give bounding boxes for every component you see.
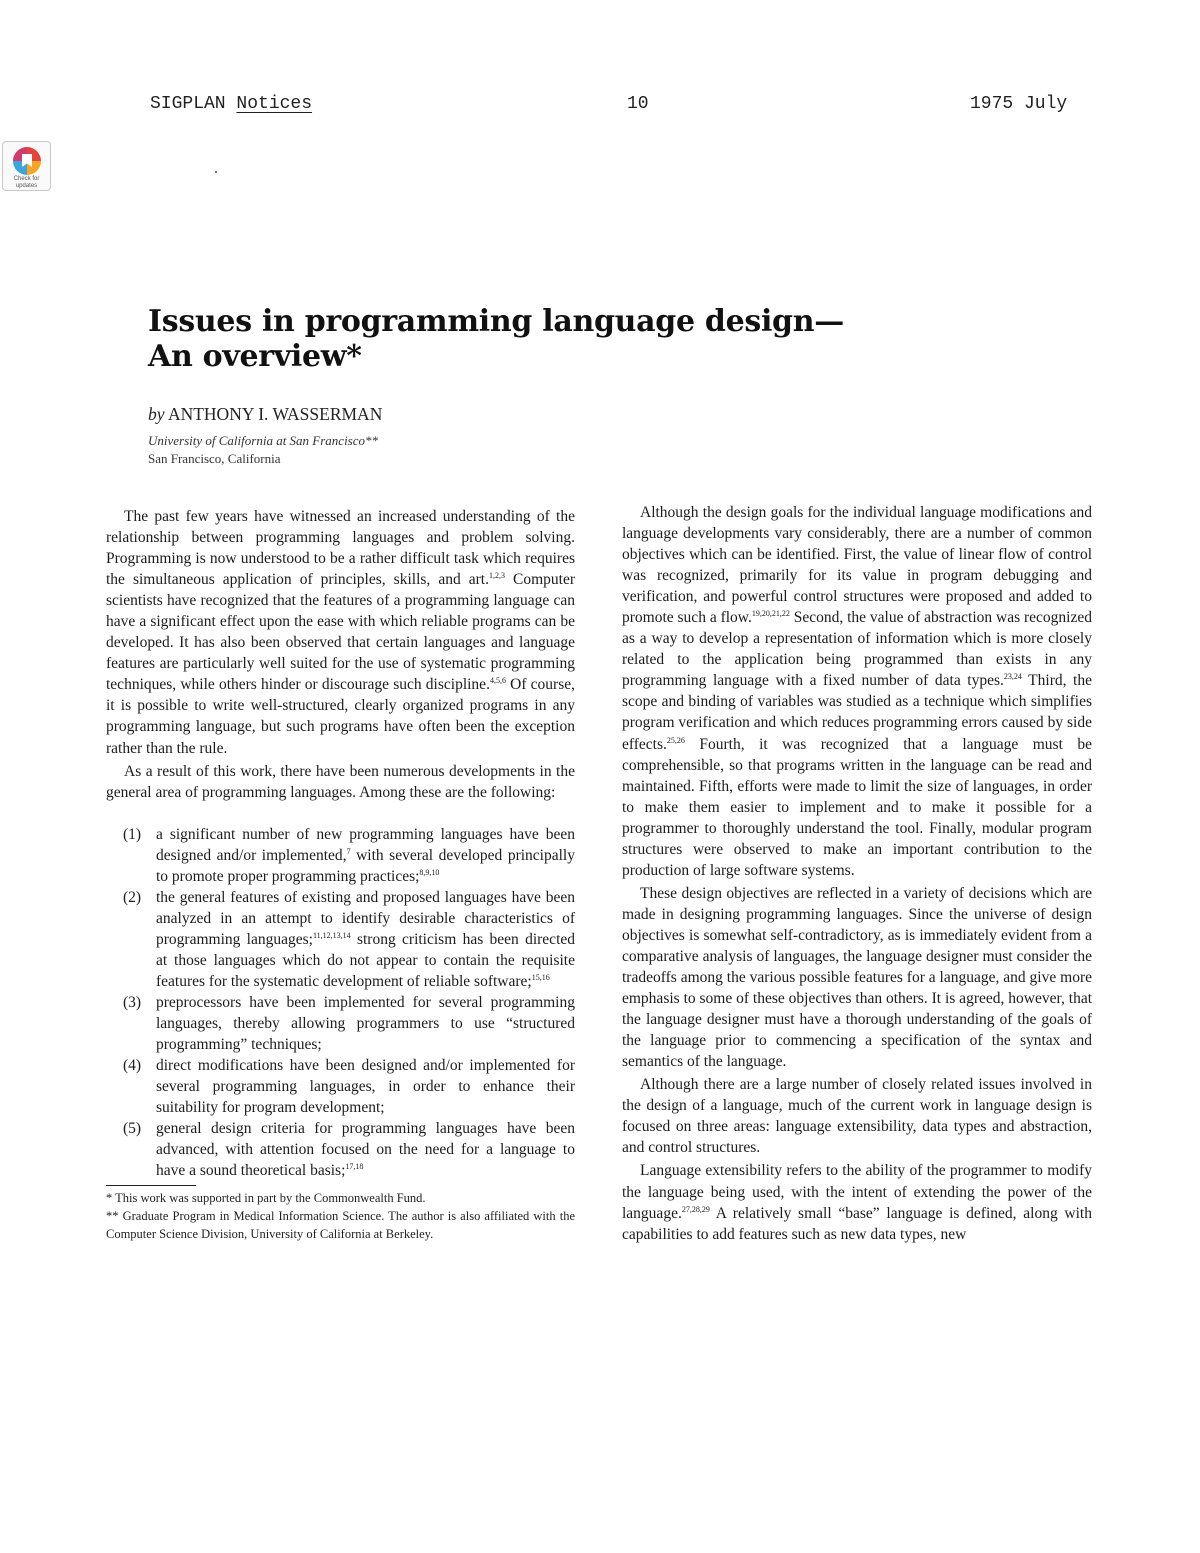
footnote-rule: [106, 1185, 196, 1186]
reference-superscript: 25,26: [666, 735, 685, 745]
issue-date: 1975 July: [970, 94, 1068, 114]
reference-superscript: 27,28,29: [681, 1204, 710, 1214]
badge-label-line2: updates: [15, 183, 38, 189]
journal-name-part2: Notices: [236, 94, 313, 114]
developments-list: [106, 824, 575, 1182]
text-run: preprocessors have been implemented for several programming languages, thereby allowing programmers to use “structured programming” techniques;: [156, 994, 575, 1054]
body-paragraph-3: Although there are a large number of closely related issues involved in the design of a language, much of the current work in language design is focused on three areas: language extensibility, data types and abstraction, and control structures.: [622, 1076, 1092, 1157]
reference-superscript: 17,18: [345, 1162, 364, 1172]
badge-label: [3, 176, 50, 190]
badge-label-line1: Check for: [13, 176, 40, 182]
text-run: The past few years have witnessed an increased understanding of the relationship between programming languages and problem solving. Programming is now understood to be a rather difficult task which requires the simultaneous application of principles, skills, and art.: [106, 508, 575, 589]
list-item: [106, 1055, 575, 1118]
page-number: 10: [627, 94, 649, 114]
right-column: [622, 502, 1092, 1245]
journal-name-part1: SIGPLAN: [150, 94, 237, 114]
intro-paragraph-2: As a result of this work, there have been numerous developments in the general area of programming languages. Among these are the following:: [106, 762, 575, 801]
text-run: A relatively small “base” language is defined, along with capabilities to add features such as new data types, new: [622, 1204, 1092, 1243]
author-by: by: [148, 404, 165, 424]
reference-superscript: 8,9,10: [419, 867, 440, 877]
list-number: (3): [123, 994, 142, 1012]
text-run: strong criticism has been directed at those languages which do not appear to contain the requisite features for the systematic development of reliable software;: [156, 930, 576, 990]
reference-superscript: 1,2,3: [488, 570, 505, 580]
author-location: San Francisco, California: [148, 451, 281, 466]
list-number: (1): [123, 825, 142, 843]
body-paragraph-2: These design objectives are reflected in a variety of decisions which are made in designing programming languages. Since the universe of design objectives is somewhat self-contradictory, as is immediately evident from a comparative analysis of languages, the language designer must consider the tradeoffs among the various possible features for a language, and give more emphasis to some of these objectives than others. It is agreed, however, that the language designer must have a thorough understanding of the goals of the language prior to commencing a specification of the syntax and semantics of the language.: [622, 884, 1092, 1071]
body-paragraph-1: [622, 502, 1092, 881]
reference-superscript: 7: [346, 846, 351, 856]
reference-superscript: 23,24: [1003, 672, 1022, 682]
text-run: Third, the scope and binding of variables was studied as a technique which simplifies program verification and which reduces programming errors caused by side effects.: [622, 672, 1092, 753]
text-run: Language extensibility refers to the ability of the programmer to modify the language being used, with the intent of extending the power of the language.: [622, 1162, 1092, 1222]
running-head: [0, 94, 1200, 118]
footnote-funding: * This work was supported in part by the Commonwealth Fund.: [106, 1191, 426, 1206]
article-title: [148, 304, 908, 374]
author-name: ANTHONY I. WASSERMAN: [167, 404, 383, 424]
footnote-affiliation: ** Graduate Program in Medical Information Science. The author is also affiliated with the Computer Science Division, University of California at Berkeley.: [106, 1209, 575, 1242]
list-item: [106, 887, 575, 992]
reference-superscript: 11,12,13,14: [312, 930, 351, 940]
text-run: direct modifications have been designed and/or implemented for several programming languages, in order to enhance their suitability for program development;: [156, 1057, 575, 1117]
text-run: a significant number of new programming languages have been designed and/or implemented,: [156, 825, 575, 864]
author-line: [148, 404, 382, 425]
title-line-2: An overview*: [148, 339, 362, 374]
check-for-updates-badge[interactable]: [2, 141, 51, 191]
body-paragraph-4: [622, 1160, 1092, 1244]
text-run: with several developed principally to promote proper programming practices;: [156, 846, 575, 885]
list-item: [106, 824, 575, 887]
reference-superscript: 4,5,6: [489, 676, 506, 686]
intro-paragraph-1: [106, 506, 575, 759]
list-number: (2): [123, 888, 142, 906]
text-run: the general features of existing and proposed languages have been analyzed in an attempt to identify desirable characteristics of programming languages;: [156, 888, 575, 948]
journal-name: [150, 94, 312, 114]
text-run: Second, the value of abstraction was recognized as a way to develop a representation of information which is more closely related to the application being programmed than exists in any programming language with a fixed number of data types.: [622, 609, 1092, 690]
left-column: [106, 506, 575, 1243]
text-run: Although the design goals for the individual language modifications and language developments vary considerably, there are a number of common objectives which can be identified. First, the value of linear flow of control was recognized, primarily for its value in program debugging and verification, and powerful control structures were proposed and added to promote such a flow.: [622, 504, 1092, 627]
reference-superscript: 19,20,21,22: [751, 609, 790, 619]
scan-speck: [215, 171, 217, 173]
text-run: Of course, it is possible to write well-structured, clearly organized programs in any programming language, but such programs have often been the exception rather than the rule.: [106, 676, 575, 757]
text-run: Computer scientists have recognized that the features of a programming language can have a significant effect upon the ease with which reliable programs can be developed. It has also been observed that certain languages and language features are particularly well suited for the use of systematic programming techniques, while others hinder or discourage such discipline.: [106, 571, 575, 694]
text-run: general design criteria for programming languages have been advanced, with attention focused on the need for a language to have a sound theoretical basis;: [156, 1120, 575, 1180]
list-item: [106, 992, 575, 1055]
title-line-1: Issues in programming language design—: [148, 304, 844, 339]
list-number: (4): [123, 1057, 142, 1075]
reference-superscript: 15,16: [531, 972, 550, 982]
footnotes: [106, 1189, 575, 1243]
list-number: (5): [123, 1120, 142, 1138]
text-run: Fourth, it was recognized that a language must be comprehensible, so that programs written in the language can be read and maintained. Fifth, efforts were made to limit the size of languages, in order to make them easier to implement and to make it possible for a programmer to thoroughly understand the tool. Finally, modular program structures were observed to make an important contribution to the production of large software systems.: [622, 735, 1092, 879]
list-item: [106, 1118, 575, 1181]
author-affiliation: University of California at San Francisco**: [148, 433, 379, 448]
